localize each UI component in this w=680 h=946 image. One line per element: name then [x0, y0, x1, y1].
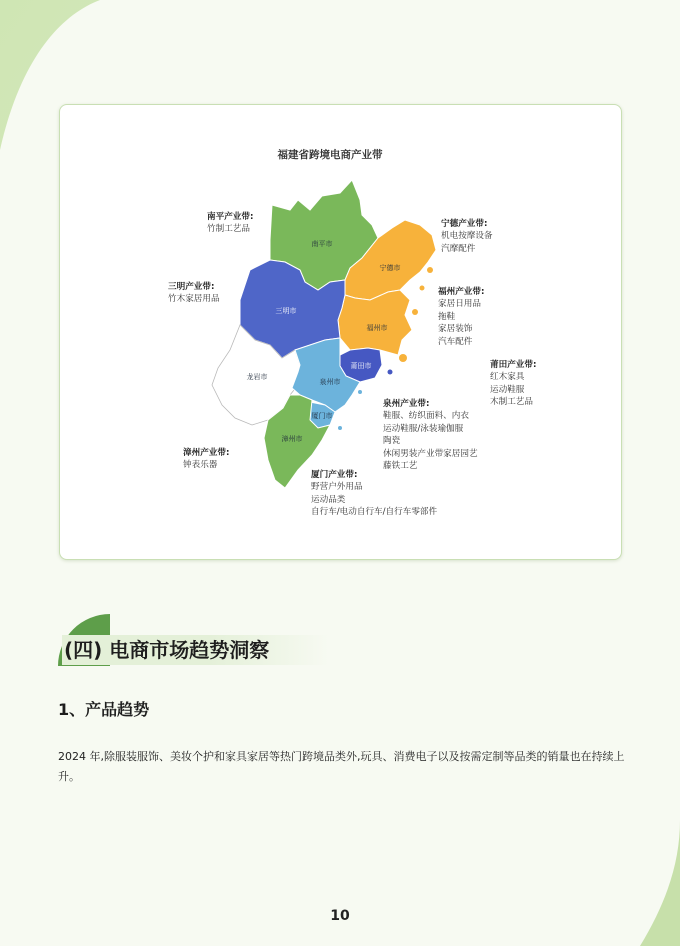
belt-item: 汽车配件 — [438, 336, 473, 347]
belt-item: 木制工艺品 — [490, 397, 533, 408]
belt-item: 陶瓷 — [383, 436, 401, 447]
region-fuzhou — [338, 290, 412, 355]
belt-title: 三明产业带: — [168, 282, 215, 292]
body-paragraph: 2024 年,除服装服饰、美妆个护和家具家居等热门跨境品类外,玩具、消费电子以及按需定制等品类的销量也在持续上升。 — [58, 750, 625, 783]
subsection-title: 1、产品趋势 — [58, 700, 150, 719]
belt-item: 运动鞋服/泳装瑜伽服 — [383, 423, 464, 434]
belt-label-fuzhou — [438, 286, 484, 348]
belt-item: 休闲男装产业带家居园艺 — [383, 448, 478, 459]
city-label-sanming: 三明市 — [275, 307, 297, 315]
belt-title: 漳州产业带: — [183, 448, 230, 458]
city-label-putian: 莆田市 — [350, 362, 372, 370]
belt-item: 汽摩配件 — [441, 243, 476, 254]
belt-item: 藤铁工艺 — [383, 461, 418, 472]
belt-title: 南平产业带: — [207, 212, 254, 222]
page-number: 10 — [330, 908, 350, 924]
belt-item: 红木家具 — [490, 372, 525, 383]
belt-item: 鞋服、纺织面料、内衣 — [383, 411, 469, 422]
belt-label-ningde — [441, 218, 493, 255]
section-title: (四) 电商市场趋势洞察 — [62, 635, 329, 665]
belt-title: 福州产业带: — [438, 287, 485, 297]
city-label-zhangzhou: 漳州市 — [281, 435, 303, 443]
belt-item: 钟表乐器 — [183, 460, 218, 471]
belt-title: 泉州产业带: — [383, 399, 430, 409]
belt-label-putian — [490, 359, 536, 409]
belt-label-xiamen — [311, 469, 437, 519]
city-label-quanzhou: 泉州市 — [319, 378, 341, 386]
map-title: 福建省跨境电商产业带 — [277, 149, 383, 161]
belt-item: 运动鞋服 — [490, 384, 525, 395]
belt-label-nanping — [207, 211, 253, 236]
city-label-ningde: 宁德市 — [379, 264, 401, 272]
belt-item: 机电按摩设备 — [441, 231, 493, 242]
belt-item: 自行车/电动自行车/自行车零部件 — [311, 507, 438, 518]
belt-label-zhangzhou — [183, 447, 229, 472]
belt-label-quanzhou — [383, 398, 478, 472]
city-label-xiamen: 厦门市 — [311, 412, 333, 420]
city-label-nanping: 南平市 — [311, 240, 333, 248]
belt-item: 野营户外用品 — [311, 482, 363, 493]
belt-item: 拖鞋 — [438, 311, 456, 322]
belt-item: 家居日用品 — [438, 299, 481, 310]
belt-item: 竹木家居用品 — [168, 294, 220, 305]
belt-title: 莆田产业带: — [490, 360, 537, 370]
city-label-longyan: 龙岩市 — [246, 373, 268, 381]
belt-item: 运动品类 — [311, 494, 346, 505]
belt-item: 家居装饰 — [438, 324, 473, 335]
belt-label-sanming — [168, 281, 220, 306]
belt-title: 宁德产业带: — [441, 219, 488, 229]
belt-title: 厦门产业带: — [311, 470, 358, 480]
belt-item: 竹制工艺品 — [207, 224, 250, 235]
city-label-fuzhou: 福州市 — [366, 324, 388, 332]
